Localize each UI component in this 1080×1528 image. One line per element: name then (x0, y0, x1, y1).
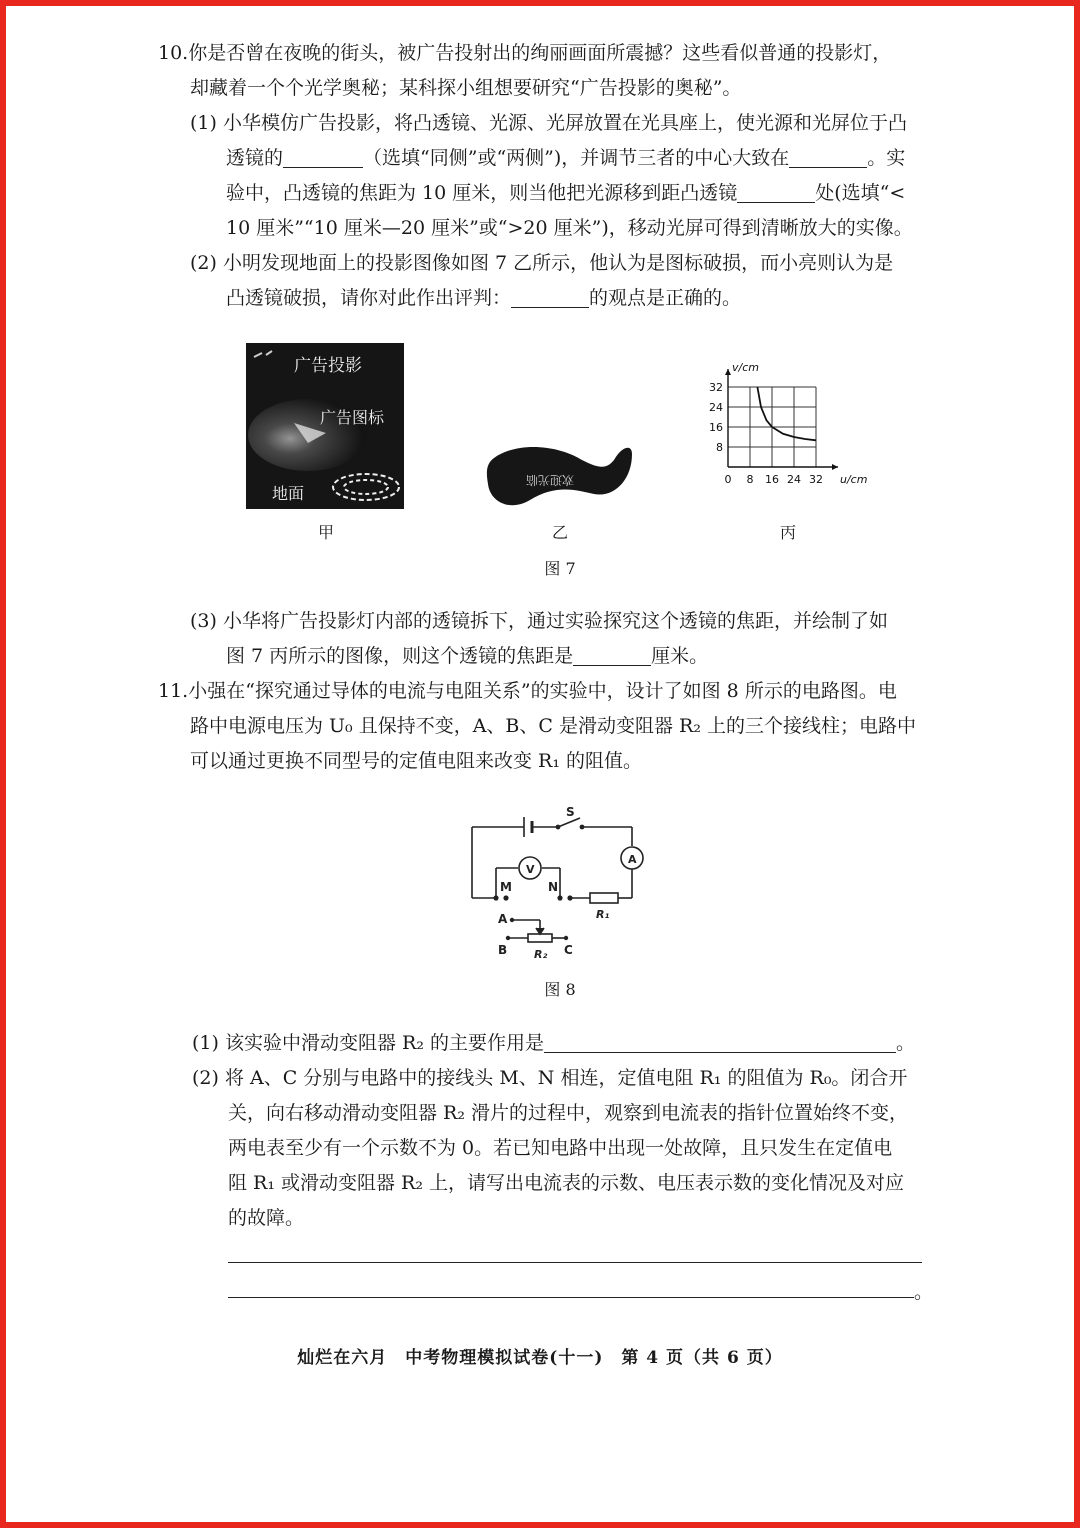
answer-line-1[interactable] (228, 1262, 922, 1263)
terminal-a (510, 918, 514, 922)
q10-p3-line2-b: 厘米。 (651, 645, 709, 667)
q10-p1-label: (1) (190, 112, 217, 134)
q11-stem-line1 (158, 674, 897, 709)
q11-stem-line3: 可以通过更换不同型号的定值电阻来改变 R₁ 的阻值。 (190, 750, 643, 772)
x-tick-label: 16 (765, 473, 779, 486)
y-axis-label: v/cm (732, 361, 759, 374)
answer-blank[interactable] (511, 281, 589, 308)
q10-p2-label: (2) (190, 252, 217, 274)
a-label: A (498, 912, 508, 926)
fig7-bing-caption: 丙 (779, 523, 796, 542)
fig8-circuit (462, 802, 652, 966)
y-tick-label: 32 (709, 381, 723, 394)
q10-p3-line2-a: 图 7 丙所示的图像，则这个透镜的焦距是 (226, 645, 574, 667)
x-tick-label: 0 (724, 473, 732, 486)
q10-p2-line1 (190, 246, 893, 281)
x-tick-label: 8 (746, 473, 754, 486)
y-tick-label: 16 (709, 421, 723, 434)
q10-p1-line1 (190, 106, 907, 141)
q11-p2-line5: 的故障。 (228, 1207, 305, 1229)
fig7-jia-ground-label: 地面 (272, 484, 305, 503)
answer-blank[interactable] (573, 639, 651, 666)
q10-stem (158, 36, 891, 71)
q10-p3-text: 小华将广告投影灯内部的透镜拆下，通过实验探究这个透镜的焦距，并绘制了如 (222, 610, 888, 632)
fig7-yi-text: 欢迎光临 (525, 473, 574, 487)
q10-p3-label: (3) (190, 610, 217, 632)
q10-p3-line1 (190, 604, 888, 639)
q11-p2-text: 将 A、C 分别与电路中的接线头 M、N 相连，定值电阻 R₁ 的阻值为 R₀。闭合开 (224, 1067, 908, 1089)
voltmeter-label: V (526, 863, 535, 876)
q11-p2-line1 (192, 1061, 907, 1096)
answer-end: 。 (914, 1281, 934, 1303)
q11-p1-end: 。 (895, 1032, 915, 1054)
answer-blank[interactable] (789, 141, 867, 168)
q11-p2-label: (2) (192, 1067, 219, 1089)
x-tick-label: 32 (809, 473, 823, 486)
fig7-jia-caption: 甲 (317, 523, 334, 542)
q11-stem-line2: 路中电源电压为 U₀ 且保持不变，A、B、C 是滑动变阻器 R₂ 上的三个接线柱；电路中 (190, 715, 916, 737)
terminal-n (557, 895, 562, 900)
fig7-bing-chart (700, 355, 880, 520)
answer-blank[interactable] (737, 176, 815, 203)
fig7-yi-shape (486, 440, 634, 518)
fig7-yi-caption: 乙 (551, 523, 568, 542)
y-tick-label: 24 (709, 401, 723, 414)
fig7-caption: 图 7 (544, 559, 576, 578)
q10-p2-line2-a: 凸透镜破损，请你对此作出评判： (226, 287, 512, 309)
n-label: N (548, 880, 559, 894)
x-axis-arrow (832, 464, 838, 470)
q10-stem-line1: 你是否曾在夜晚的街头，被广告投射出的绚丽画面所震撼？这些看似普通的投影灯， (188, 42, 892, 64)
q10-p1-line3 (226, 176, 905, 211)
m-label: M (500, 880, 512, 894)
q10-stem-line2: 却藏着一个个光学奥秘；某科探小组想要研究“广告投影的奥秘”。 (190, 77, 742, 99)
q10-number: 10. (158, 42, 189, 64)
q10-p1-line2-c: 。实 (867, 147, 906, 169)
c-label: C (564, 943, 573, 957)
q10-p2-text: 小明发现地面上的投影图像如图 7 乙所示，他认为是图标破损，而小亮则认为是 (222, 252, 894, 274)
q11-p1-text: 该实验中滑动变阻器 R₂ 的主要作用是 (224, 1032, 544, 1054)
y-tick-label: 8 (716, 441, 723, 454)
q10-p3-line2 (226, 639, 708, 674)
chart-svg (700, 355, 880, 520)
ammeter-label: A (628, 853, 637, 866)
x-axis-label: u/cm (840, 473, 868, 486)
answer-blank[interactable] (544, 1026, 896, 1053)
q11-p2-line4: 阻 R₁ 或滑动变阻器 R₂ 上，请写出电流表的示数、电压表示数的变化情况及对应 (228, 1172, 905, 1194)
fig7-jia-photo (246, 343, 404, 509)
r1-label: R₁ (596, 908, 610, 921)
fig7-jia-icon-label: 广告图标 (320, 408, 385, 427)
terminal-m (503, 895, 508, 900)
answer-blank[interactable] (283, 141, 363, 168)
y-axis-arrow (725, 369, 731, 375)
fig7-jia-ad-label: 广告投影 (294, 356, 362, 376)
q10-p1-line2-b: （选填“同侧”或“两侧”)，并调节三者的中心大致在 (363, 147, 790, 169)
q10-p1-line3-a: 验中，凸透镜的焦距为 10 厘米，则当他把光源移到距凸透镜 (226, 182, 738, 204)
b-label: B (498, 943, 508, 957)
q10-p1-text: 小华模仿广告投影，将凸透镜、光源、光屏放置在光具座上，使光源和光屏位于凸 (222, 112, 907, 134)
q10-p1-line4: 10 厘米”“10 厘米—20 厘米”或“>20 厘米”)，移动光屏可得到清晰放大的实像。 (226, 217, 913, 239)
answer-line-2[interactable] (228, 1297, 914, 1298)
q11-p1-line (192, 1026, 915, 1061)
q11-p1-label: (1) (192, 1032, 219, 1054)
r1-resistor (590, 893, 618, 903)
fig8-caption: 图 8 (544, 980, 576, 999)
q11-p2-line2: 关，向右移动滑动变阻器 R₂ 滑片的过程中，观察到电流表的指针位置始终不变， (228, 1102, 909, 1124)
q11-stem-text: 小强在“探究通过导体的电流与电阻关系”的实验中，设计了如图 8 所示的电路图。电 (188, 680, 897, 702)
series-line (757, 387, 816, 440)
switch-label: S (566, 805, 575, 819)
q10-p1-line2-a: 透镜的 (226, 147, 284, 169)
q10-p2-line2 (226, 281, 741, 316)
q10-p1-line3-b: 处(选填“< (815, 182, 906, 204)
q11-number: 11. (158, 680, 189, 702)
q11-p2-line3: 两电表至少有一个示数不为 0。若已知电路中出现一处故障，且只发生在定值电 (228, 1137, 893, 1159)
switch-blade (558, 818, 580, 827)
page-footer: 灿烂在六月 中考物理模拟试卷(十一) 第 4 页（共 6 页） (297, 1348, 783, 1368)
terminal-c (564, 936, 568, 940)
terminal-b (506, 936, 510, 940)
q10-p2-line2-b: 的观点是正确的。 (589, 287, 742, 309)
r2-label: R₂ (534, 948, 548, 961)
q10-p1-line2 (226, 141, 905, 176)
x-tick-label: 24 (787, 473, 801, 486)
